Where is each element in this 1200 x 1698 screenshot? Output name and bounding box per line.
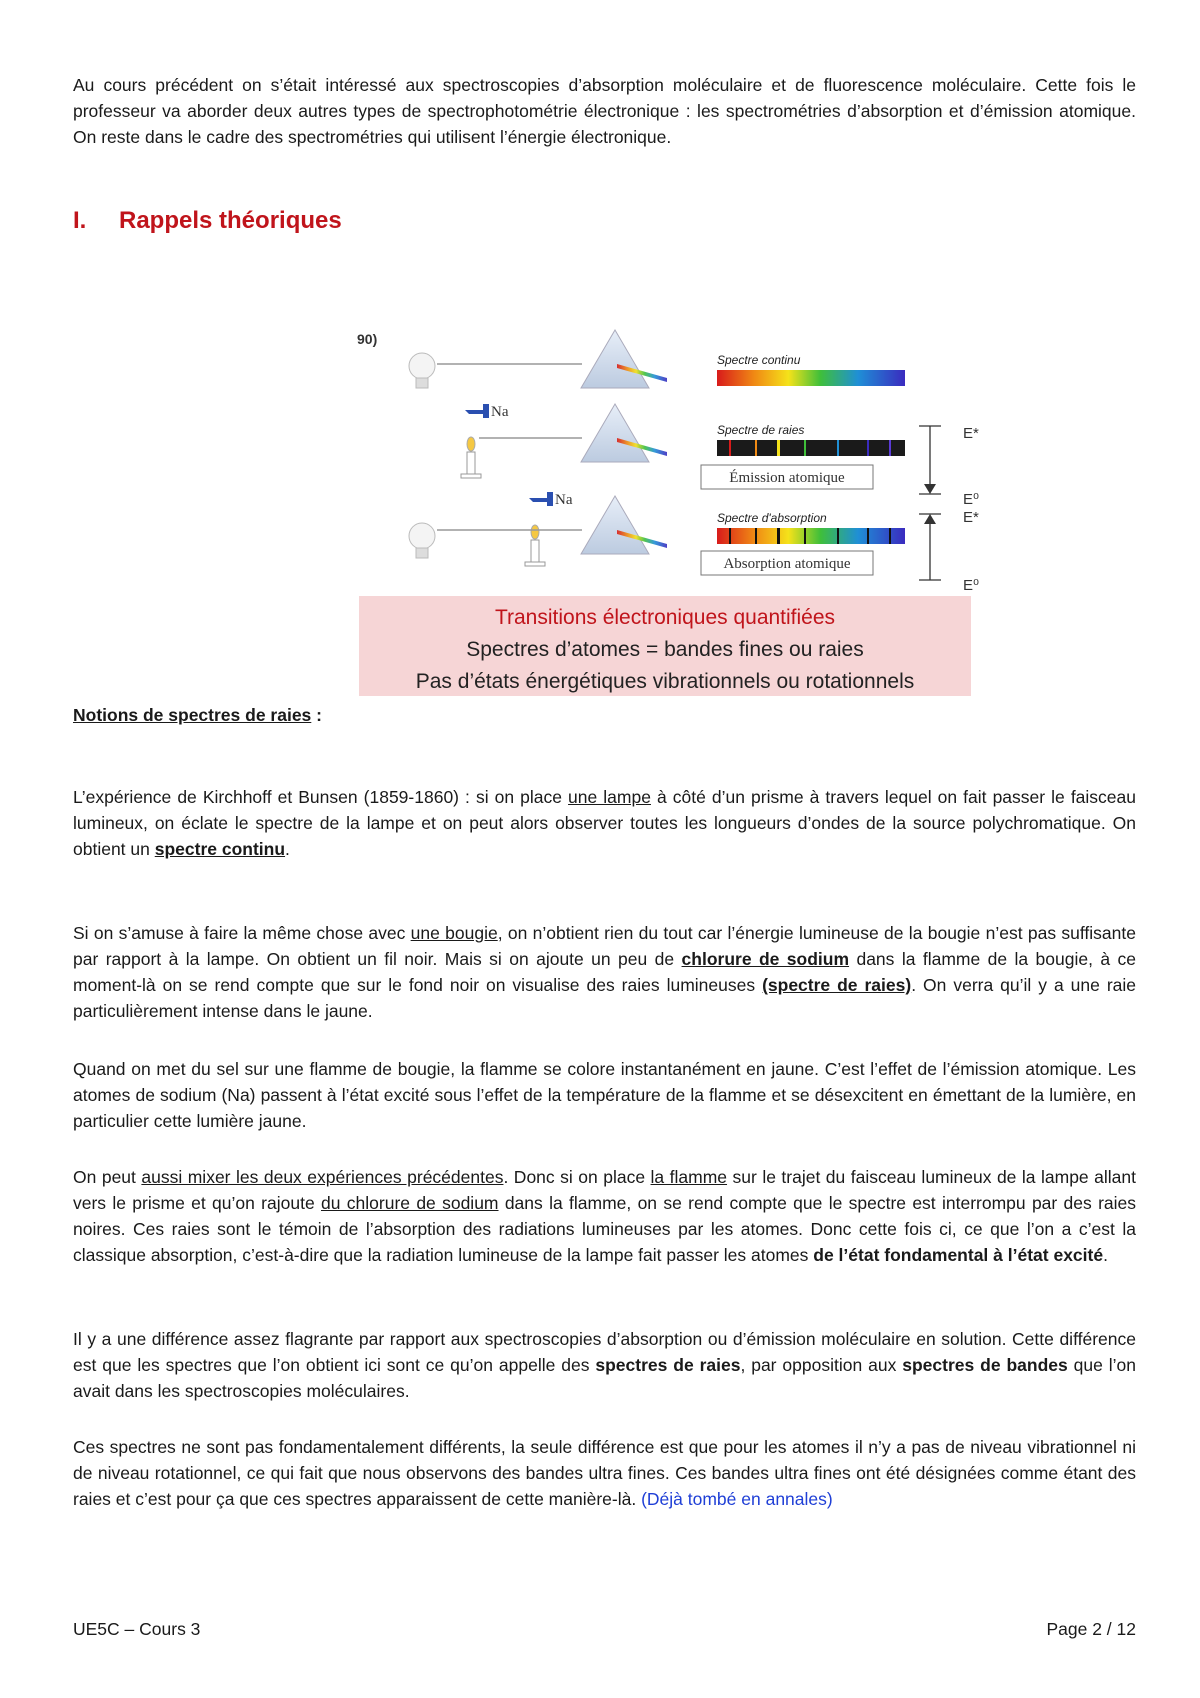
paragraph-sel: Quand on met du sel sur une flamme de bougie, la flamme se colore instantanément en jaune. C’est l’effet de l’émission atomique. Les atomes de sodium (Na) passent à l’état excité sous l’effet de la température de la flamme et se désexcitent en émettant de la lumière, en particulier cette lumière jaune. [73, 1059, 1136, 1131]
footer-course: UE5C – Cours 3 [73, 1619, 201, 1639]
row-continuous-spectrum [409, 330, 905, 388]
paragraph-bougie [73, 920, 1136, 1024]
underlined-text: une bougie [410, 923, 498, 943]
na-label-2: Na [555, 492, 573, 508]
na-label-1: Na [491, 404, 509, 420]
notions-heading [73, 702, 322, 728]
key-term: chlorure de sodium [681, 949, 850, 969]
notions-colon: : [311, 705, 322, 725]
section-number: I. [73, 207, 87, 234]
key-term: spectres de bandes [902, 1355, 1068, 1375]
footer-page-number: Page 2 / 12 [1046, 1619, 1136, 1639]
intro-paragraph: Au cours précédent on s’était intéressé aux spectroscopies d’absorption moléculaire et de fluorescence moléculaire. Cette fois le professeur va aborder deux autres types de spectrophotométrie électronique : les spectrométries d’absorption et d’émission atomique. On reste dans le cadre des spectrométries qui utilisent l’énergie électronique. [73, 75, 1136, 147]
text-run: dans la flamme de la bougie, à ce moment-là on se rend compte que sur le fond noir on visualise des raies lumineuses [73, 949, 1136, 995]
row-absorption-spectrum [409, 492, 979, 594]
notions-label: Notions de spectres de raies [73, 705, 312, 725]
paragraph-kirchhoff [73, 784, 1136, 862]
lamp-icon [409, 353, 435, 388]
prism-icon [581, 330, 649, 388]
underlined-text: aussi mixer les deux expériences précédentes [141, 1167, 504, 1187]
underlined-text: du chlorure de sodium [321, 1193, 499, 1213]
label-spectre-raies: Spectre de raies [717, 423, 805, 437]
continuous-spectrum-bar [717, 370, 905, 386]
banner-line-2: Spectres d’atomes = bandes fines ou raies [466, 638, 864, 661]
e-star-label-2: E* [963, 509, 979, 526]
banner-title: Transitions électroniques quantifiées [494, 606, 836, 629]
prism-icon [581, 496, 649, 554]
text-run: L’expérience de Kirchhoff et Bunsen (1859-1860) : si on place [73, 787, 569, 807]
text-run: à côté d’un prisme à travers lequel on fait passer le faisceau lumineux, on éclate le spectre de la lampe et on peut alors observer toutes les longueurs d’ondes de la source polychromatique. On obtient un [73, 787, 1136, 859]
emission-line-spectrum-bar [717, 440, 905, 456]
salt-spoon-icon [465, 404, 489, 418]
paragraph-bandes-fines [73, 1434, 1136, 1512]
key-term: spectres de raies [595, 1355, 741, 1375]
label-spectre-continu: Spectre continu [717, 353, 801, 367]
text-run: que l’on avait dans les spectroscopies moléculaires. [73, 1355, 1136, 1401]
label-spectre-absorption: Spectre d'absorption [717, 511, 827, 525]
e-zero-label-2: E⁰ [963, 577, 980, 594]
text-run: Il y a une différence assez flagrante par rapport aux spectroscopies d’absorption ou d’émission moléculaire en solution. Cette différence est que les spectres que l’on obtient ici sont ce qu’on appelle des [73, 1329, 1136, 1375]
banner-line-3: Pas d’états énergétiques vibrationnels ou rotationnels [415, 670, 915, 693]
absorption-box-label: Absorption atomique [723, 556, 851, 572]
quantified-transitions-banner [359, 596, 971, 696]
text-run: , par opposition aux [740, 1355, 903, 1375]
key-term: (spectre de raies) [762, 975, 912, 995]
salt-spoon-icon [529, 492, 553, 506]
e-zero-label-1: E⁰ [963, 491, 980, 508]
text-run: . [285, 839, 290, 859]
annales-note: (Déjà tombé en annales) [641, 1489, 833, 1509]
candle-icon [461, 437, 481, 478]
section-title: Rappels théoriques [119, 207, 342, 234]
paragraph-difference [73, 1326, 1136, 1404]
underlined-text: la flamme [650, 1167, 728, 1187]
paragraph-mixer [73, 1164, 1136, 1268]
text-run: sur le trajet du faisceau lumineux de la lampe allant vers le prisme et qu’on rajoute [73, 1167, 1136, 1213]
key-term: de l’état fondamental à l’état excité [813, 1245, 1104, 1265]
text-run: . On verra qu’il y a une raie particulièrement intense dans le jaune. [73, 975, 1136, 1021]
figure-corner-label: 90) [357, 331, 378, 347]
e-star-label-1: E* [963, 425, 979, 442]
candle-icon [525, 525, 545, 566]
text-run: dans la flamme, on se rend compte que le spectre est interrompu par des raies noires. Ces raies sont le témoin de l’absorption des radiations lumineuses par les atomes. Donc cette fois ci, ce que l’on a c’est la classique absorption, c’est-à-dire que la radiation lumineuse de la lampe fait passer les atomes [73, 1193, 1137, 1265]
section-heading [73, 206, 342, 236]
absorption-line-spectrum-bar [717, 528, 905, 544]
text-run: . [1103, 1245, 1108, 1265]
text-run: . Donc si on place [503, 1167, 651, 1187]
spectra-figure [277, 268, 1037, 744]
absorption-energy-arrow [919, 514, 941, 580]
text-run: , on n’obtient rien du tout car l’énergie lumineuse de la bougie n’est pas suffisante par rapport à la lampe. On obtient un fil noir. Mais si on ajoute un peu de [73, 923, 1136, 969]
key-term: spectre continu [154, 839, 286, 859]
text-run: Ces spectres ne sont pas fondamentalement différents, la seule différence est que pour les atomes il n’y a pas de niveau vibrationnel ni de niveau rotationnel, ce qui fait que nous observons des bandes ultra fines. Ces bandes ultra fines ont été désignées comme étant des raies et c’est pour ça que ces spectres apparaissent de cette manière-là. [73, 1437, 1136, 1509]
underlined-text: une lampe [568, 787, 651, 807]
emission-energy-arrow [919, 426, 941, 494]
lamp-icon [409, 523, 435, 558]
row-emission-spectrum [461, 404, 979, 508]
emission-box-label: Émission atomique [729, 470, 845, 486]
text-run: On peut [73, 1167, 142, 1187]
text-run: Si on s’amuse à faire la même chose avec [73, 923, 411, 943]
prism-icon [581, 404, 649, 462]
